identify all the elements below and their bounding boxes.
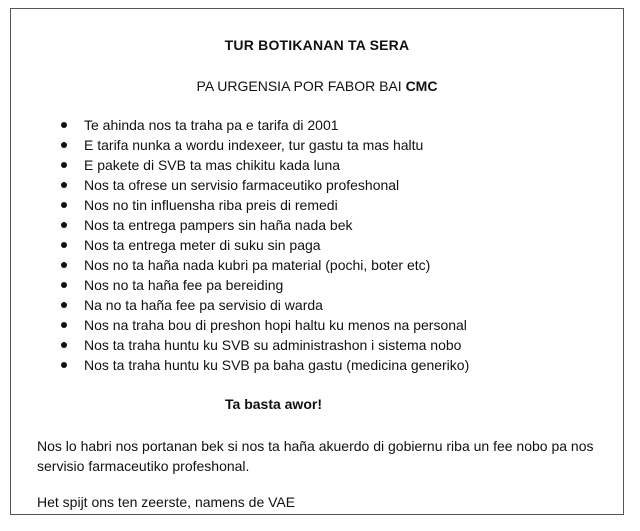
list-item-text: Nos ta traha huntu ku SVB pa baha gastu (medicina generiko) <box>84 357 470 373</box>
list-item <box>51 335 469 355</box>
bullet-icon <box>61 302 67 308</box>
list-item-text: Nos ta ofrese un servisio farmaceutiko profeshonal <box>84 177 400 193</box>
list-item <box>51 355 469 375</box>
signoff: Het spijt ons ten zeerste, namens de VAE <box>37 494 296 510</box>
list-item-text: Nos ta entrega pampers sin haña nada bek <box>84 217 353 233</box>
list-item-text: Nos ta traha huntu ku SVB su administrashon i sistema nobo <box>84 337 462 353</box>
closing-statement: Ta basta awor! <box>225 396 322 412</box>
bullet-icon <box>61 242 67 248</box>
list-item <box>51 235 469 255</box>
list-item <box>51 255 469 275</box>
list-item <box>51 135 469 155</box>
bullet-icon <box>61 262 67 268</box>
subtitle-emphasis: CMC <box>405 78 438 94</box>
list-item-text: Nos no ta haña nada kubri pa material (pochi, boter etc) <box>84 257 431 273</box>
list-item <box>51 175 469 195</box>
list-item-text: Nos na traha bou di preshon hopi haltu ku menos na personal <box>84 317 467 333</box>
document-subtitle <box>11 78 623 94</box>
bullet-icon <box>61 342 67 348</box>
list-item <box>51 155 469 175</box>
document-frame <box>10 8 624 515</box>
bullet-icon <box>61 322 67 328</box>
list-item-text: Nos ta entrega meter di suku sin paga <box>84 237 321 253</box>
bullet-icon <box>61 202 67 208</box>
list-item <box>51 275 469 295</box>
list-item <box>51 295 469 315</box>
list-item <box>51 215 469 235</box>
bullet-icon <box>61 222 67 228</box>
bullet-list <box>51 115 469 375</box>
bullet-icon <box>61 162 67 168</box>
list-item-text: E tarifa nunka a wordu indexeer, tur gastu ta mas haltu <box>84 137 424 153</box>
bullet-icon <box>61 142 67 148</box>
list-item-text: Nos no ta haña fee pa bereiding <box>84 277 284 293</box>
list-item <box>51 115 469 135</box>
list-item-text: Na no ta haña fee pa servisio di warda <box>84 297 323 313</box>
bullet-icon <box>61 182 67 188</box>
bullet-icon <box>61 362 67 368</box>
list-item <box>51 315 469 335</box>
subtitle-text: PA URGENSIA POR FABOR BAI <box>196 78 406 94</box>
bullet-icon <box>61 282 67 288</box>
bullet-icon <box>61 122 67 128</box>
document-title: TUR BOTIKANAN TA SERA <box>224 37 410 53</box>
list-item <box>51 195 469 215</box>
list-item-text: Te ahinda nos ta traha pa e tarifa di 2001 <box>84 117 339 133</box>
list-item-text: E pakete di SVB ta mas chikitu kada luna <box>84 157 341 173</box>
list-item-text: Nos no tin influensha riba preis di remedi <box>84 197 338 213</box>
body-paragraph: Nos lo habri nos portanan bek si nos ta haña akuerdo di gobiernu riba un fee nobo pa nos servisio farmaceutiko profeshonal. <box>37 438 594 474</box>
